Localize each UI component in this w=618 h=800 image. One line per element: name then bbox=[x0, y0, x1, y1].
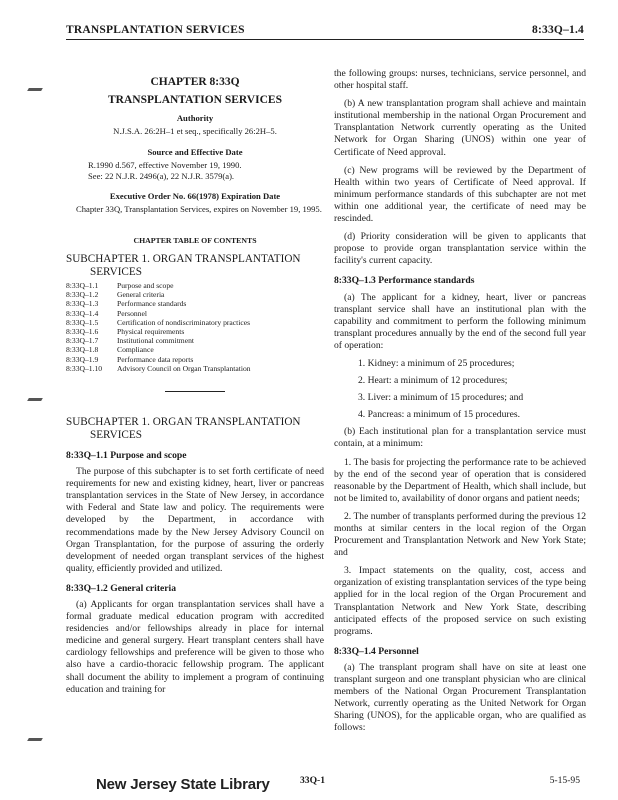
list-item: 1. Kidney: a minimum of 25 procedures; bbox=[358, 357, 515, 369]
toc-section-title: Purpose and scope bbox=[117, 280, 174, 290]
expiration-heading: Executive Order No. 66(1978) Expiration Date bbox=[109, 191, 281, 202]
toc-section-number: 8:33Q–1.2 bbox=[66, 290, 99, 300]
toc-section-title: Personnel bbox=[117, 308, 147, 318]
toc-section-number: 8:33Q–1.9 bbox=[66, 354, 99, 364]
paragraph: the following groups: nurses, technicians, service personnel, and other hospital staff. bbox=[334, 68, 586, 92]
toc-subchapter: SUBCHAPTER 1. ORGAN TRANSPLANTATION bbox=[66, 252, 301, 265]
toc-section-number: 8:33Q–1.8 bbox=[66, 345, 99, 355]
section-heading: 8:33Q–1.4 Personnel bbox=[334, 645, 419, 657]
toc-section-number: 8:33Q–1.10 bbox=[66, 363, 103, 373]
authority-heading: Authority bbox=[176, 113, 214, 124]
section-heading: 8:33Q–1.2 General criteria bbox=[66, 582, 177, 594]
paragraph: (b) Each institutional plan for a transplantation service must contain, at a minimum: bbox=[334, 426, 586, 450]
list-item: 3. Liver: a minimum of 15 procedures; and bbox=[358, 392, 524, 404]
paragraph: (a) The applicant for a kidney, heart, liver or pancreas transplant service shall have an institutional plan with the capability and commitment to perform the following minimum transplant procedures annually by the end of the second full year of operation: bbox=[334, 291, 586, 351]
authority-text: N.J.S.A. 26:2H–1 et seq., specifically 26:2H–5. bbox=[113, 126, 277, 137]
toc-row[interactable] bbox=[66, 299, 251, 308]
header-title: TRANSPLANTATION SERVICES bbox=[66, 24, 245, 36]
revision-date: 5-15-95 bbox=[549, 775, 580, 786]
toc-section-number: 8:33Q–1.3 bbox=[66, 299, 99, 309]
toc-section-title: Performance standards bbox=[117, 299, 187, 309]
toc-subchapter: SERVICES bbox=[90, 265, 142, 278]
paragraph: (a) The transplant program shall have on site at least one transplant surgeon and one transplant physician who are clinical members of the National Organ Procurement Transplantation Network, currently operating as the United Network for Organ Sharing (UNOS), for the applicable organ, who are qualified as follows: bbox=[334, 661, 586, 734]
toc-section-number: 8:33Q–1.1 bbox=[66, 280, 99, 290]
toc-row[interactable] bbox=[66, 345, 251, 354]
toc-row[interactable] bbox=[66, 318, 251, 327]
margin-mark bbox=[27, 738, 43, 741]
table-of-contents bbox=[66, 281, 251, 373]
section-heading: 8:33Q–1.3 Performance standards bbox=[334, 275, 475, 287]
toc-row[interactable] bbox=[66, 336, 251, 345]
toc-row[interactable] bbox=[66, 355, 251, 364]
paragraph: (c) New programs will be reviewed by the Department of Health within two years of Certificate of Need approval. If minimum performance standards of this subchapter are not met within one additional year, the certificate of need may be rescinded. bbox=[334, 164, 586, 225]
toc-heading: CHAPTER TABLE OF CONTENTS bbox=[133, 235, 257, 245]
left-column bbox=[66, 68, 324, 702]
toc-section-title: Performance data reports bbox=[117, 354, 194, 364]
list-item: 2. Heart: a minimum of 12 procedures; bbox=[358, 375, 508, 387]
toc-section-title: Institutional commitment bbox=[117, 336, 194, 346]
subchapter-heading: SERVICES bbox=[90, 428, 142, 441]
paragraph: 3. Impact statements on the quality, cost, access and organization of existing transplantation services of the type being applied for in the local region of the Organ Procurement and Transplantation Network and New York State, describing anticipated effects of the proposed service on such existing programs. bbox=[334, 565, 586, 637]
header-rule bbox=[66, 39, 584, 40]
toc-row[interactable] bbox=[66, 290, 251, 299]
toc-row[interactable] bbox=[66, 327, 251, 336]
header-section: 8:33Q–1.4 bbox=[532, 24, 584, 36]
toc-section-number: 8:33Q–1.6 bbox=[66, 326, 99, 336]
margin-mark bbox=[27, 88, 43, 91]
subchapter-heading: SUBCHAPTER 1. ORGAN TRANSPLANTATION bbox=[66, 415, 301, 428]
toc-section-title: Certification of nondiscriminatory practices bbox=[117, 317, 251, 327]
paragraph: The purpose of this subchapter is to set forth certificate of need requirements for new and existing kidney, heart, liver or pancreas transplantation services in the State of New Jersey, in accordance with Federal and State law and policy. The requirements were developed by the Department, in accordance with recommendations made by the New Jersey Advisory Council on Organ Transplantation, for the purpose of assuring the orderly development of needed organ transplant services of the highest quality, efficiently provided and utilized. bbox=[66, 466, 324, 574]
toc-row[interactable] bbox=[66, 309, 251, 318]
toc-section-number: 8:33Q–1.7 bbox=[66, 336, 99, 346]
running-header bbox=[66, 24, 584, 38]
expiration-text: Chapter 33Q, Transplantation Services, expires on November 19, 1995. bbox=[76, 204, 322, 215]
library-stamp: New Jersey State Library bbox=[96, 776, 270, 793]
chapter-heading: CHAPTER 8:33Q bbox=[150, 76, 240, 88]
paragraph: 1. The basis for projecting the performance rate to be achieved by the end of the second year of operation that is considered reasonable by the Department of Health, which shall include, but not be limited to, availability of donor organs and patient needs; bbox=[334, 456, 586, 504]
right-column bbox=[334, 68, 586, 741]
page-number: 33Q-1 bbox=[300, 775, 326, 786]
source-heading: Source and Effective Date bbox=[147, 146, 243, 157]
toc-row[interactable] bbox=[66, 364, 251, 373]
paragraph: 2. The number of transplants performed during the previous 12 months at similar centers in the local region of the Organ Procurement and Transplantation Network and New York State; and bbox=[334, 510, 586, 559]
paragraph: (a) Applicants for organ transplantation services shall have a formal graduate medical education program with accredited residencies and/or fellowships already in place for internal medicine and general surgery. Heart transplant centers shall have cardiology fellowships and preference will be given to those who also have a cardio-thoracic fellowship program. The applicant shall document the ability to implement a program of continuing education and training for bbox=[66, 599, 324, 695]
toc-section-title: Physical requirements bbox=[117, 326, 185, 336]
source-line: See: 22 N.J.R. 2496(a), 22 N.J.R. 3579(a). bbox=[88, 170, 235, 181]
toc-section-title: Compliance bbox=[117, 345, 154, 355]
toc-section-title: Advisory Council on Organ Transplantation bbox=[117, 363, 251, 373]
paragraph: (b) A new transplantation program shall achieve and maintain institutional membership in the national Organ Procurement and Transplantation Network currently operating as the United Network for Organ Sharing (UNOS) within one year of Certificate of Need approval. bbox=[334, 98, 586, 158]
toc-row[interactable] bbox=[66, 281, 251, 290]
margin-mark bbox=[27, 398, 43, 401]
section-divider bbox=[165, 391, 225, 392]
chapter-title: TRANSPLANTATION SERVICES bbox=[108, 94, 282, 107]
toc-section-number: 8:33Q–1.4 bbox=[66, 308, 99, 318]
source-line: R.1990 d.567, effective November 19, 1990. bbox=[88, 159, 242, 170]
toc-section-number: 8:33Q–1.5 bbox=[66, 317, 99, 327]
list-item: 4. Pancreas: a minimum of 15 procedures. bbox=[358, 409, 520, 421]
section-heading: 8:33Q–1.1 Purpose and scope bbox=[66, 449, 187, 461]
paragraph: (d) Priority consideration will be given to applicants that propose to provide organ transplantation service within the facility's current capacity. bbox=[334, 231, 586, 267]
toc-section-title: General criteria bbox=[117, 290, 165, 300]
